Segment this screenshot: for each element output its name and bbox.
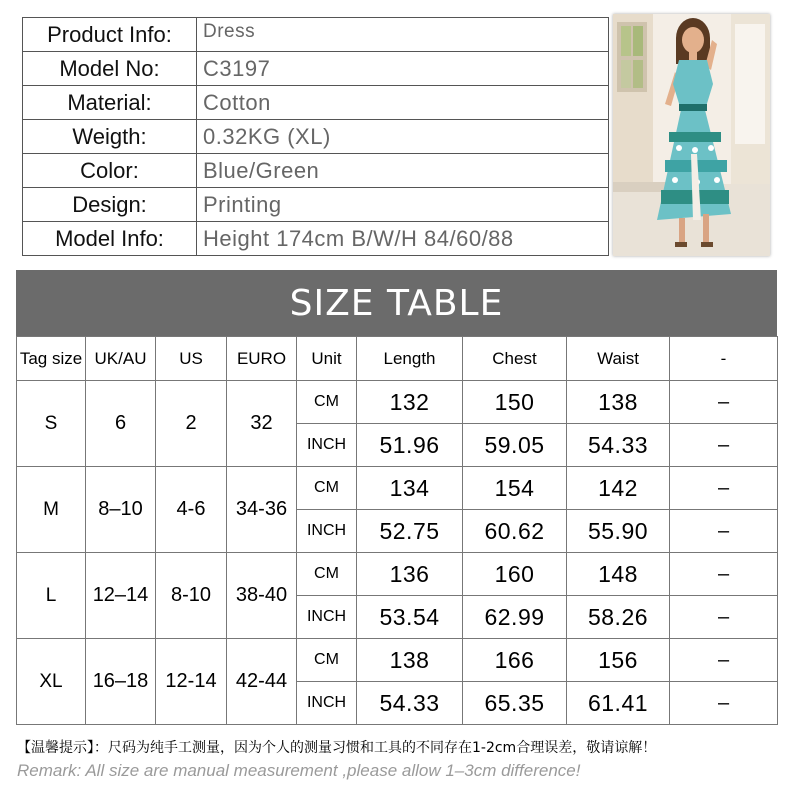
- chest-cell: 60.62: [463, 510, 567, 553]
- info-value: C3197: [197, 52, 609, 86]
- chest-cell: 65.35: [463, 682, 567, 725]
- uk-au-cell: 12–14: [86, 553, 156, 639]
- us-cell: 8-10: [156, 553, 227, 639]
- info-key: Material:: [23, 86, 197, 120]
- waist-cell: 54.33: [567, 424, 670, 467]
- unit-cell: CM: [297, 639, 357, 682]
- header-length: Length: [357, 337, 463, 381]
- length-cell: 52.75: [357, 510, 463, 553]
- table-row: [17, 467, 778, 510]
- unit-cell: INCH: [297, 510, 357, 553]
- uk-au-cell: 16–18: [86, 639, 156, 725]
- header-tag-size: Tag size: [17, 337, 86, 381]
- chinese-remark: 【温馨提示】：尺码为纯手工测量，因为个人的测量习惯和工具的不同存在1-2cm合理误差，敬请谅解！: [17, 740, 657, 756]
- extra-cell: –: [670, 553, 778, 596]
- model-illustration: [613, 14, 770, 256]
- waist-cell: 55.90: [567, 510, 670, 553]
- table-row: [17, 553, 778, 596]
- length-cell: 132: [357, 381, 463, 424]
- info-row-model-no: [23, 52, 609, 86]
- info-value: Dress: [197, 18, 609, 52]
- unit-cell: INCH: [297, 682, 357, 725]
- tag-size-cell: S: [17, 381, 86, 467]
- waist-cell: 148: [567, 553, 670, 596]
- info-value: Blue/Green: [197, 154, 609, 188]
- info-value: Printing: [197, 188, 609, 222]
- info-key: Color:: [23, 154, 197, 188]
- tag-size-cell: M: [17, 467, 86, 553]
- info-row-material: [23, 86, 609, 120]
- header-uk-au: UK/AU: [86, 337, 156, 381]
- info-value: 0.32KG (XL): [197, 120, 609, 154]
- table-row: [17, 381, 778, 424]
- unit-cell: CM: [297, 553, 357, 596]
- info-row-model-info: [23, 222, 609, 256]
- uk-au-cell: 6: [86, 381, 156, 467]
- unit-cell: INCH: [297, 596, 357, 639]
- size-table-title: SIZE TABLE: [16, 270, 777, 336]
- tag-size-cell: L: [17, 553, 86, 639]
- header-euro: EURO: [227, 337, 297, 381]
- us-cell: 12-14: [156, 639, 227, 725]
- chest-cell: 166: [463, 639, 567, 682]
- length-cell: 134: [357, 467, 463, 510]
- info-row-weight: [23, 120, 609, 154]
- waist-cell: 58.26: [567, 596, 670, 639]
- header-waist: Waist: [567, 337, 670, 381]
- header-extra: -: [670, 337, 778, 381]
- info-row-design: [23, 188, 609, 222]
- length-cell: 54.33: [357, 682, 463, 725]
- extra-cell: –: [670, 639, 778, 682]
- waist-cell: 61.41: [567, 682, 670, 725]
- info-key: Weigth:: [23, 120, 197, 154]
- unit-cell: CM: [297, 381, 357, 424]
- waist-cell: 138: [567, 381, 670, 424]
- us-cell: 2: [156, 381, 227, 467]
- euro-cell: 32: [227, 381, 297, 467]
- size-table-header-row: [17, 337, 778, 381]
- english-remark: Remark: All size are manual measurement ,please allow 1–3cm difference!: [17, 761, 581, 780]
- chest-cell: 150: [463, 381, 567, 424]
- info-row-product: [23, 18, 609, 52]
- chest-cell: 59.05: [463, 424, 567, 467]
- chest-cell: 160: [463, 553, 567, 596]
- product-info-table: [22, 17, 609, 256]
- length-cell: 136: [357, 553, 463, 596]
- info-row-color: [23, 154, 609, 188]
- euro-cell: 34-36: [227, 467, 297, 553]
- extra-cell: –: [670, 510, 778, 553]
- model-photo: [613, 14, 770, 256]
- us-cell: 4-6: [156, 467, 227, 553]
- info-key: Product Info:: [23, 18, 197, 52]
- waist-cell: 142: [567, 467, 670, 510]
- table-row: [17, 639, 778, 682]
- chest-cell: 62.99: [463, 596, 567, 639]
- info-value: Cotton: [197, 86, 609, 120]
- info-value: Height 174cm B/W/H 84/60/88: [197, 222, 609, 256]
- extra-cell: –: [670, 682, 778, 725]
- length-cell: 51.96: [357, 424, 463, 467]
- header-chest: Chest: [463, 337, 567, 381]
- extra-cell: –: [670, 381, 778, 424]
- unit-cell: CM: [297, 467, 357, 510]
- size-table: [16, 336, 778, 725]
- header-unit: Unit: [297, 337, 357, 381]
- info-key: Design:: [23, 188, 197, 222]
- waist-cell: 156: [567, 639, 670, 682]
- euro-cell: 38-40: [227, 553, 297, 639]
- tag-size-cell: XL: [17, 639, 86, 725]
- euro-cell: 42-44: [227, 639, 297, 725]
- extra-cell: –: [670, 467, 778, 510]
- extra-cell: –: [670, 596, 778, 639]
- unit-cell: INCH: [297, 424, 357, 467]
- header-us: US: [156, 337, 227, 381]
- extra-cell: –: [670, 424, 778, 467]
- length-cell: 138: [357, 639, 463, 682]
- chest-cell: 154: [463, 467, 567, 510]
- length-cell: 53.54: [357, 596, 463, 639]
- uk-au-cell: 8–10: [86, 467, 156, 553]
- info-key: Model No:: [23, 52, 197, 86]
- info-key: Model Info:: [23, 222, 197, 256]
